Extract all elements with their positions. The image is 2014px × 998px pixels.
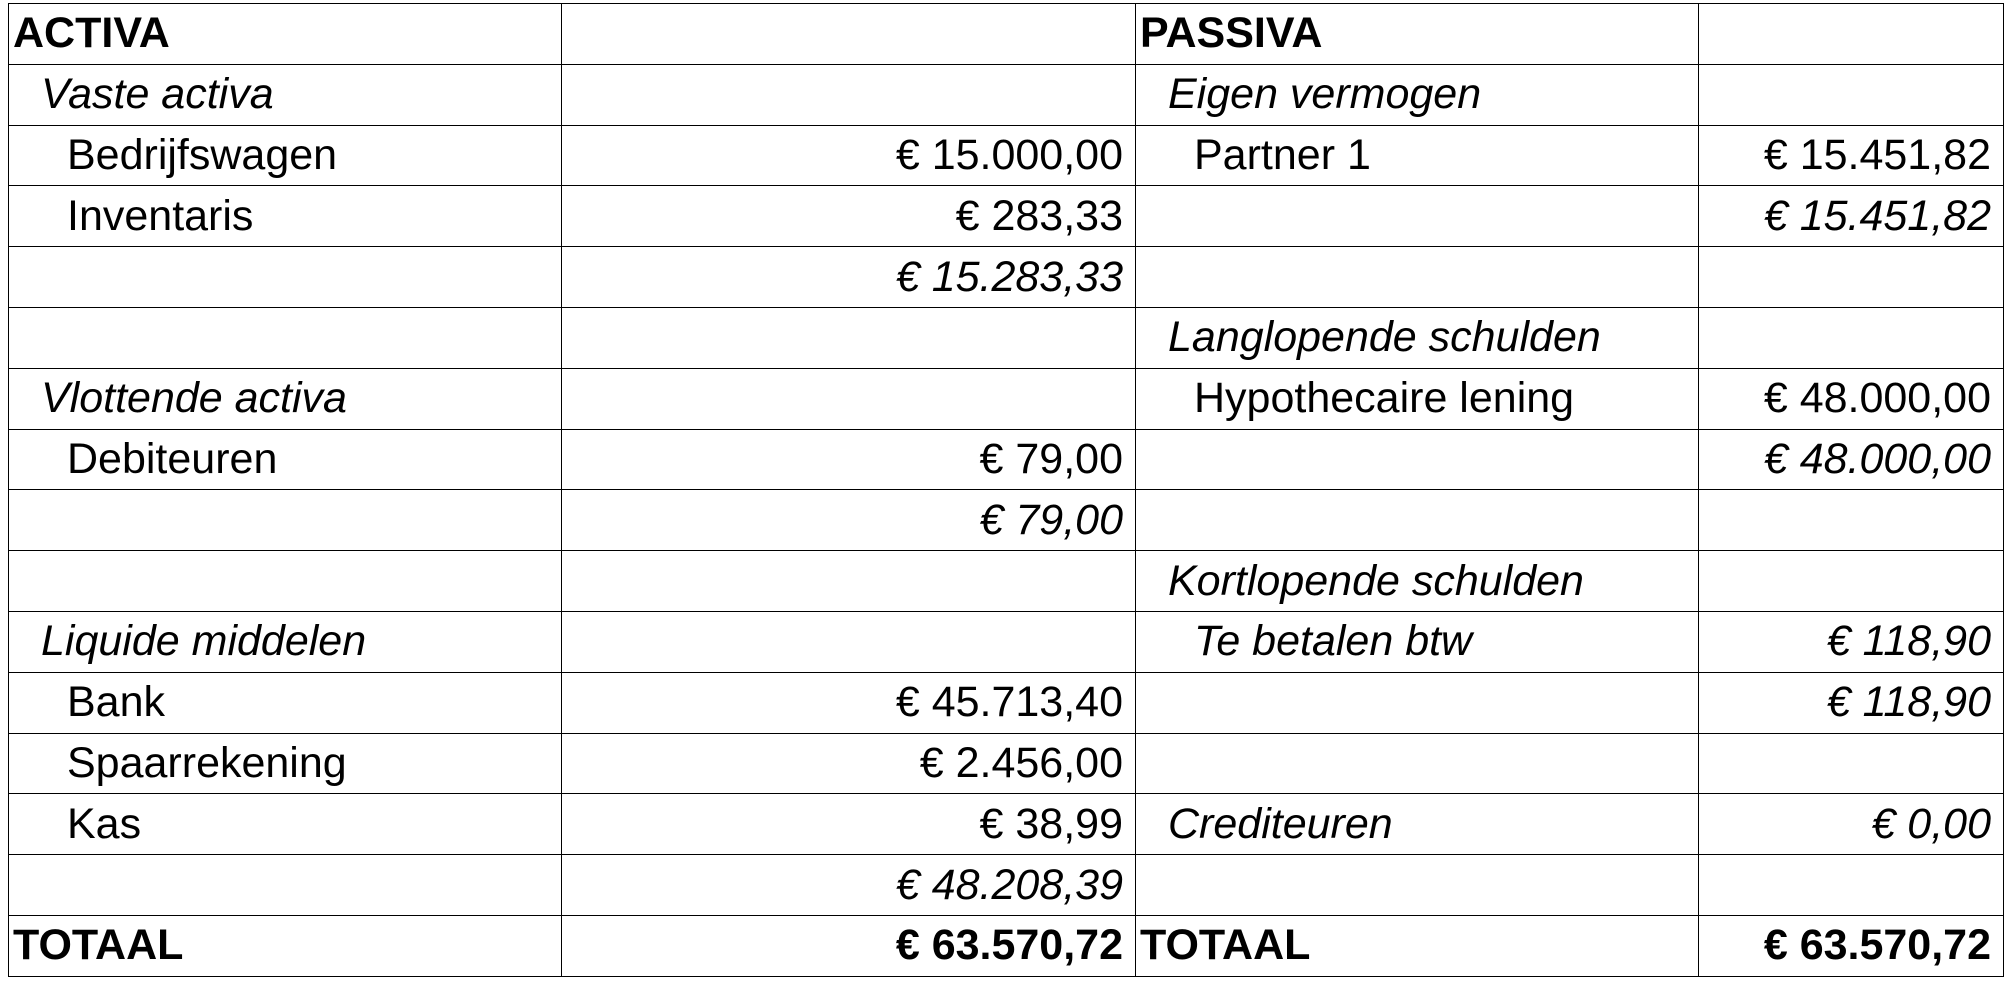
hypothecaire-lening-label: Hypothecaire lening <box>1136 368 1699 429</box>
debiteuren-label: Debiteuren <box>9 429 562 490</box>
table-row <box>9 915 2004 976</box>
liquide-middelen-label: Liquide middelen <box>9 611 562 672</box>
empty-cell <box>9 307 562 368</box>
vaste-activa-label: Vaste activa <box>9 64 562 125</box>
crediteuren-amount: € 0,00 <box>1699 794 2004 855</box>
partner-1-label: Partner 1 <box>1136 125 1699 186</box>
activa-total-amount: € 63.570,72 <box>562 915 1136 976</box>
passiva-total-label: TOTAAL <box>1136 915 1699 976</box>
empty-cell <box>9 551 562 612</box>
empty-cell <box>1699 733 2004 794</box>
empty-cell <box>1136 186 1699 247</box>
empty-cell <box>1699 247 2004 308</box>
empty-cell <box>1136 490 1699 551</box>
empty-cell <box>1699 4 2004 65</box>
spaarrekening-label: Spaarrekening <box>9 733 562 794</box>
langlopende-schulden-label: Langlopende schulden <box>1136 307 1699 368</box>
table-row <box>9 247 2004 308</box>
table-row <box>9 4 2004 65</box>
debiteuren-amount: € 79,00 <box>562 429 1136 490</box>
empty-cell <box>1136 429 1699 490</box>
empty-cell <box>9 490 562 551</box>
inventaris-amount: € 283,33 <box>562 186 1136 247</box>
langlopende-schulden-subtotal: € 48.000,00 <box>1699 429 2004 490</box>
vlottende-activa-label: Vlottende activa <box>9 368 562 429</box>
hypothecaire-lening-amount: € 48.000,00 <box>1699 368 2004 429</box>
passiva-header: PASSIVA <box>1136 4 1699 65</box>
inventaris-label: Inventaris <box>9 186 562 247</box>
table-row <box>9 186 2004 247</box>
empty-cell <box>1136 247 1699 308</box>
table-row <box>9 733 2004 794</box>
empty-cell <box>562 611 1136 672</box>
passiva-total-amount: € 63.570,72 <box>1699 915 2004 976</box>
empty-cell <box>562 64 1136 125</box>
partner-1-amount: € 15.451,82 <box>1699 125 2004 186</box>
bedrijfswagen-label: Bedrijfswagen <box>9 125 562 186</box>
empty-cell <box>1699 64 2004 125</box>
empty-cell <box>1699 855 2004 916</box>
te-betalen-btw-label: Te betalen btw <box>1136 611 1699 672</box>
spaarrekening-amount: € 2.456,00 <box>562 733 1136 794</box>
vlottende-activa-subtotal: € 79,00 <box>562 490 1136 551</box>
eigen-vermogen-label: Eigen vermogen <box>1136 64 1699 125</box>
te-betalen-btw-amount: € 118,90 <box>1699 611 2004 672</box>
table-row <box>9 672 2004 733</box>
balance-sheet-table <box>8 3 2004 977</box>
table-row <box>9 490 2004 551</box>
table-row <box>9 794 2004 855</box>
table-row <box>9 429 2004 490</box>
kortlopende-schulden-label: Kortlopende schulden <box>1136 551 1699 612</box>
empty-cell <box>562 368 1136 429</box>
kas-amount: € 38,99 <box>562 794 1136 855</box>
empty-cell <box>9 247 562 308</box>
empty-cell <box>1136 855 1699 916</box>
crediteuren-label: Crediteuren <box>1136 794 1699 855</box>
kortlopende-schulden-subtotal: € 118,90 <box>1699 672 2004 733</box>
table-row <box>9 368 2004 429</box>
bedrijfswagen-amount: € 15.000,00 <box>562 125 1136 186</box>
table-row <box>9 64 2004 125</box>
bank-label: Bank <box>9 672 562 733</box>
empty-cell <box>1136 733 1699 794</box>
empty-cell <box>562 307 1136 368</box>
empty-cell <box>562 551 1136 612</box>
eigen-vermogen-subtotal: € 15.451,82 <box>1699 186 2004 247</box>
empty-cell <box>9 855 562 916</box>
empty-cell <box>1699 307 2004 368</box>
empty-cell <box>1136 672 1699 733</box>
table-row <box>9 611 2004 672</box>
kas-label: Kas <box>9 794 562 855</box>
empty-cell <box>562 4 1136 65</box>
activa-header: ACTIVA <box>9 4 562 65</box>
liquide-middelen-subtotal: € 48.208,39 <box>562 855 1136 916</box>
vaste-activa-subtotal: € 15.283,33 <box>562 247 1136 308</box>
table-row <box>9 551 2004 612</box>
table-row <box>9 125 2004 186</box>
bank-amount: € 45.713,40 <box>562 672 1136 733</box>
activa-total-label: TOTAAL <box>9 915 562 976</box>
empty-cell <box>1699 490 2004 551</box>
empty-cell <box>1699 551 2004 612</box>
table-row <box>9 855 2004 916</box>
table-row <box>9 307 2004 368</box>
